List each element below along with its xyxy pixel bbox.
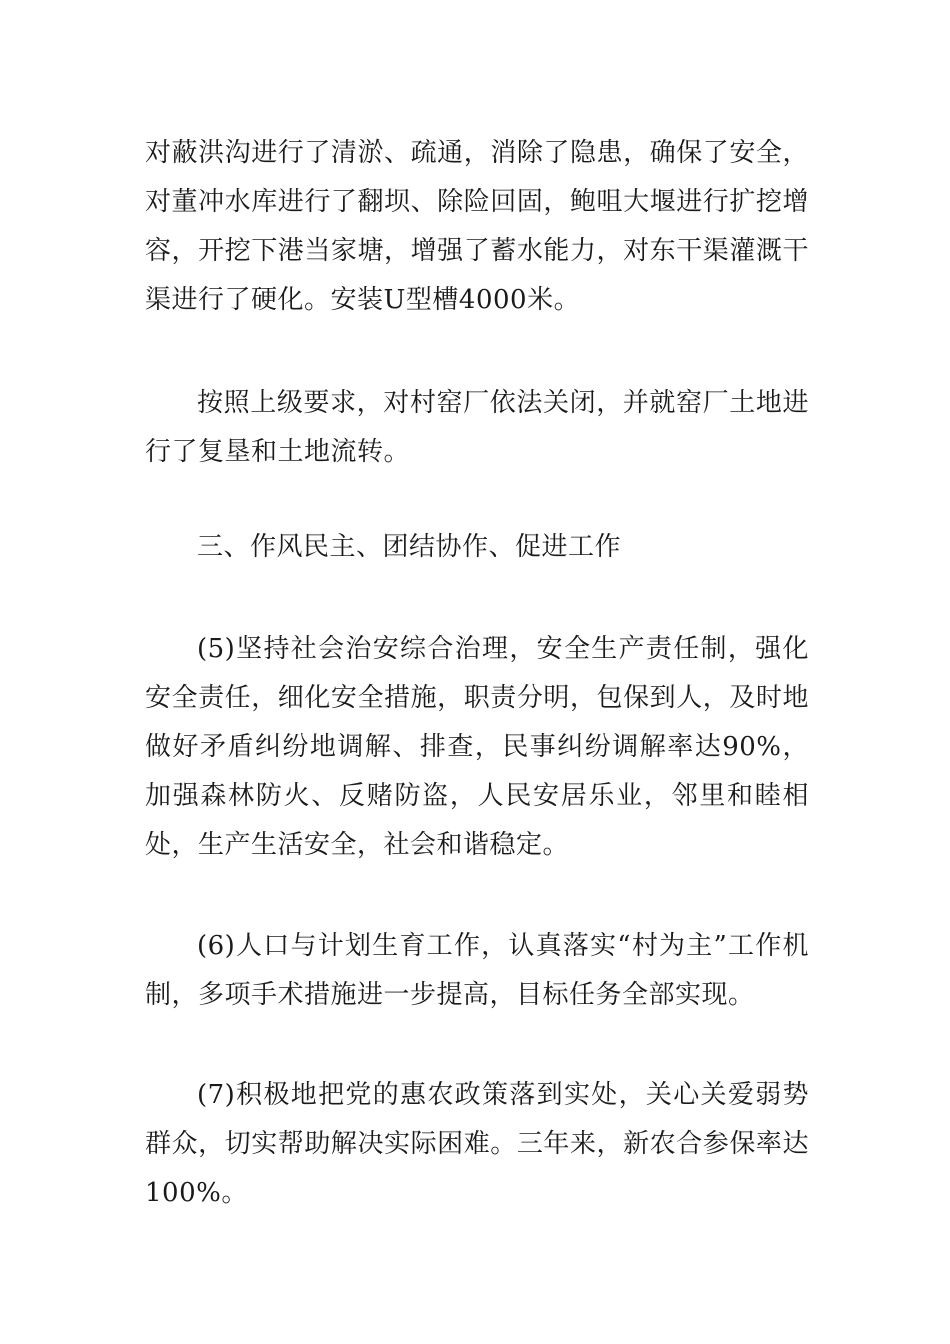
paragraph-kiln-closure: 按照上级要求，对村窑厂依法关闭，并就窑厂土地进行了复垦和土地流转。 <box>145 388 809 467</box>
paragraph-water-works: 对蔽洪沟进行了清淤、疏通，消除了隐患，确保了安全，对董冲水库进行了翻坝、除险回固，鲍咀大堰进行扩挖增容，开挖下港当家塘，增强了蓄水能力，对东干渠灌溉干渠进行了硬化。安装U型槽4000米。 <box>145 138 809 315</box>
paragraph-item-6: (6)人口与计划生育工作，认真落实“村为主”工作机制，多项手术措施进一步提高，目标任务全部实现。 <box>145 931 809 1010</box>
paragraph-item-5: (5)坚持社会治安综合治理，安全生产责任制，强化安全责任，细化安全措施，职责分明，包保到人，及时地做好矛盾纠纷地调解、排查，民事纠纷调解率达90%，加强森林防火、反赌防盗，人民安居乐业，邻里和睦相处，生产生活安全，社会和谐稳定。 <box>145 634 809 860</box>
section-heading: 三、作风民主、团结协作、促进工作 <box>197 532 622 562</box>
paragraph-item-7: (7)积极地把党的惠农政策落到实处，关心关爱弱势群众，切实帮助解决实际困难。三年来，新农合参保率达100%。 <box>145 1080 809 1208</box>
